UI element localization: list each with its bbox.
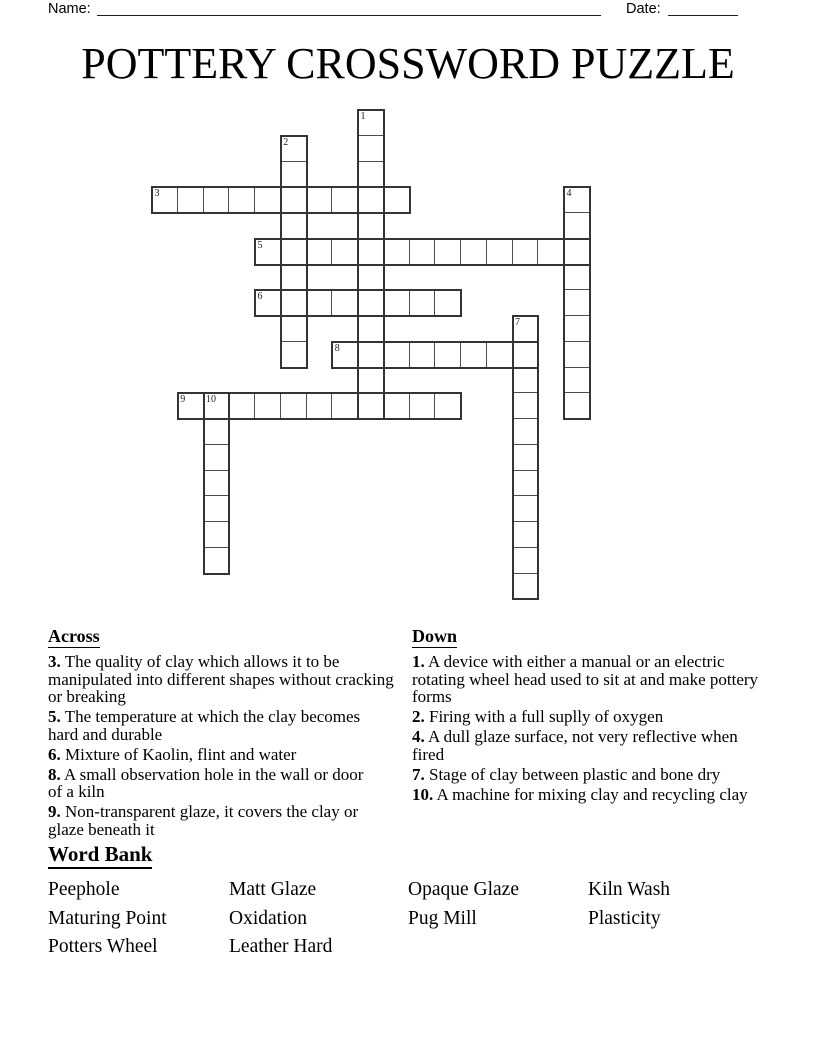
grid-cell[interactable] <box>358 368 384 394</box>
clue-line: forms <box>412 687 452 706</box>
grid-cell[interactable] <box>513 316 539 342</box>
word-bank-columns <box>48 876 758 962</box>
clue-number: 10. <box>412 784 434 804</box>
clue-number: 5. <box>48 707 61 726</box>
clue-number: 2. <box>412 707 425 726</box>
clue-item <box>48 746 420 764</box>
grid-cell[interactable] <box>513 471 539 497</box>
clue-line: 6. Mixture of Kaolin, flint and water <box>48 744 297 764</box>
grid-cell[interactable] <box>204 471 230 497</box>
grid-cell[interactable] <box>358 187 384 213</box>
grid-clue-number: 8 <box>334 342 340 354</box>
grid-cell[interactable] <box>487 342 513 368</box>
grid-cell[interactable] <box>384 393 410 419</box>
grid-cell[interactable] <box>204 187 230 213</box>
clue-item <box>48 653 420 706</box>
grid-cell[interactable] <box>513 368 539 394</box>
clue-item <box>412 708 784 726</box>
clue-number: 6. <box>48 744 61 764</box>
down-heading: Down <box>412 626 458 646</box>
grid-cell[interactable] <box>513 342 539 368</box>
grid-cell[interactable] <box>358 342 384 368</box>
grid-cell[interactable] <box>564 239 590 265</box>
across-heading: Across <box>48 626 100 646</box>
grid-clue-number: 6 <box>257 291 263 303</box>
grid-cell[interactable] <box>410 393 436 419</box>
grid-cell[interactable] <box>513 522 539 548</box>
grid-cell[interactable] <box>487 239 513 265</box>
word-bank-column <box>48 876 229 962</box>
grid-cell[interactable] <box>281 316 307 342</box>
grid-cell[interactable] <box>461 342 487 368</box>
grid-cell[interactable] <box>307 393 333 419</box>
clue-item <box>412 786 784 804</box>
clue-line: of a kiln <box>48 782 105 801</box>
grid-cell[interactable] <box>332 290 358 316</box>
across-clues-section <box>48 626 420 841</box>
grid-cell[interactable] <box>564 213 590 239</box>
clue-number: 1. <box>412 652 425 671</box>
date-blank-line[interactable] <box>668 0 738 16</box>
grid-cell[interactable] <box>564 316 590 342</box>
clue-line: hard and durable <box>48 724 163 744</box>
grid-cell[interactable] <box>204 548 230 574</box>
grid-cell[interactable] <box>384 239 410 265</box>
grid-cell[interactable] <box>384 342 410 368</box>
grid-cell[interactable] <box>178 393 204 419</box>
grid-cell[interactable] <box>358 162 384 188</box>
clue-line: manipulated into different shapes without cracking <box>48 669 394 689</box>
grid-clue-number: 10 <box>206 394 216 406</box>
grid-cell[interactable] <box>358 110 384 136</box>
grid-cell[interactable] <box>255 187 281 213</box>
grid-cell[interactable] <box>513 419 539 445</box>
grid-cell[interactable] <box>384 187 410 213</box>
clue-line: 4. A dull glaze surface, not very reflective when <box>412 727 738 746</box>
grid-cell[interactable] <box>178 187 204 213</box>
name-blank-line[interactable] <box>97 0 601 16</box>
grid-cell[interactable] <box>281 187 307 213</box>
clue-number: 8. <box>48 764 61 784</box>
clue-item <box>412 728 784 763</box>
grid-cell[interactable] <box>564 265 590 291</box>
grid-cell[interactable] <box>204 522 230 548</box>
grid-clue-number: 3 <box>154 188 160 200</box>
grid-clue-number: 2 <box>283 136 289 148</box>
grid-cell[interactable] <box>281 342 307 368</box>
clue-item <box>48 766 420 801</box>
grid-cell[interactable] <box>307 187 333 213</box>
grid-cell[interactable] <box>358 213 384 239</box>
grid-cell[interactable] <box>410 239 436 265</box>
down-clue-list <box>412 653 784 803</box>
grid-cell[interactable] <box>564 342 590 368</box>
clue-line: 7. Stage of clay between plastic and bone dry <box>412 764 721 784</box>
clue-line: 5. The temperature at which the clay becomes <box>48 707 361 726</box>
grid-cell[interactable] <box>513 574 539 600</box>
clue-line: 9. Non-transparent glaze, it covers the clay or <box>48 802 359 821</box>
grid-cell[interactable] <box>281 162 307 188</box>
grid-cell[interactable] <box>332 187 358 213</box>
grid-cell[interactable] <box>564 393 590 419</box>
clue-line: 8. A small observation hole in the wall or door <box>48 764 364 784</box>
clue-line: 2. Firing with a full suplly of oxygen <box>412 707 664 726</box>
grid-cell[interactable] <box>204 496 230 522</box>
word-bank-item: Opaque Glaze <box>408 879 519 900</box>
clue-number: 4. <box>412 727 425 746</box>
grid-cell[interactable] <box>255 239 281 265</box>
grid-cell[interactable] <box>281 393 307 419</box>
word-bank-column <box>588 876 758 962</box>
clue-item <box>412 653 784 706</box>
grid-cell[interactable] <box>435 393 461 419</box>
grid-cell[interactable] <box>152 187 178 213</box>
grid-cell[interactable] <box>513 548 539 574</box>
grid-cell[interactable] <box>564 187 590 213</box>
grid-cell[interactable] <box>358 393 384 419</box>
page-title: POTTERY CROSSWORD PUZZLE <box>81 39 735 88</box>
grid-cell[interactable] <box>229 187 255 213</box>
down-clues-section <box>412 626 784 806</box>
word-bank-item: Plasticity <box>588 907 661 929</box>
word-bank-column <box>229 876 408 962</box>
grid-cell[interactable] <box>332 393 358 419</box>
grid-cell[interactable] <box>332 239 358 265</box>
grid-cell[interactable] <box>564 368 590 394</box>
grid-clue-number: 9 <box>180 394 186 406</box>
grid-cell[interactable] <box>358 136 384 162</box>
grid-cell[interactable] <box>281 290 307 316</box>
clue-item <box>48 708 420 743</box>
grid-cell[interactable] <box>281 239 307 265</box>
grid-cell[interactable] <box>204 445 230 471</box>
grid-cell[interactable] <box>564 290 590 316</box>
grid-cell[interactable] <box>358 316 384 342</box>
clue-number: 3. <box>48 652 61 671</box>
date-label: Date: <box>626 1 661 17</box>
grid-cell[interactable] <box>384 290 410 316</box>
word-bank-item: Potters Wheel <box>48 936 158 958</box>
grid-cell[interactable] <box>281 213 307 239</box>
grid-clue-number: 4 <box>566 188 572 200</box>
grid-cell[interactable] <box>358 290 384 316</box>
word-bank-item: Pug Mill <box>408 907 477 929</box>
grid-cell[interactable] <box>513 393 539 419</box>
word-bank-item: Kiln Wash <box>588 879 671 900</box>
grid-cell[interactable] <box>513 239 539 265</box>
clue-line: fired <box>412 744 445 764</box>
word-bank-column <box>408 876 588 962</box>
word-bank-item: Oxidation <box>229 907 307 929</box>
clue-line: glaze beneath it <box>48 819 155 839</box>
grid-cell[interactable] <box>435 342 461 368</box>
word-bank-item: Matt Glaze <box>229 879 317 900</box>
grid-cell[interactable] <box>255 393 281 419</box>
grid-cell[interactable] <box>538 239 564 265</box>
grid-cell[interactable] <box>410 342 436 368</box>
clue-number: 9. <box>48 802 61 821</box>
clue-line: or breaking <box>48 687 126 706</box>
name-label: Name: <box>48 1 91 17</box>
clue-item <box>412 766 784 784</box>
grid-cell[interactable] <box>332 342 358 368</box>
grid-cell[interactable] <box>435 239 461 265</box>
across-clue-list <box>48 653 420 838</box>
grid-cell[interactable] <box>358 239 384 265</box>
grid-clue-number: 5 <box>257 239 263 251</box>
grid-cell[interactable] <box>358 265 384 291</box>
grid-cell[interactable] <box>229 393 255 419</box>
word-bank-item: Maturing Point <box>48 907 167 929</box>
grid-cell[interactable] <box>204 393 230 419</box>
grid-cell[interactable] <box>435 290 461 316</box>
grid-clue-number: 1 <box>360 111 366 122</box>
grid-cell[interactable] <box>281 136 307 162</box>
clue-number: 7. <box>412 764 425 784</box>
word-bank-heading: Word Bank <box>48 842 152 869</box>
grid-cell[interactable] <box>307 239 333 265</box>
grid-cell[interactable] <box>513 496 539 522</box>
word-bank-section <box>48 842 758 962</box>
word-bank-item: Peephole <box>48 879 120 900</box>
grid-clue-number: 7 <box>515 317 520 328</box>
clue-line: 1. A device with either a manual or an electric <box>412 652 725 671</box>
grid-cell[interactable] <box>281 265 307 291</box>
grid-cell[interactable] <box>513 445 539 471</box>
clue-line: 10. A machine for mixing clay and recycling clay <box>412 784 748 804</box>
clue-item <box>48 803 420 838</box>
grid-cell[interactable] <box>410 290 436 316</box>
grid-cell[interactable] <box>204 419 230 445</box>
clue-line: 3. The quality of clay which allows it to be <box>48 652 340 671</box>
clue-line: rotating wheel head used to sit at and make pottery <box>412 669 759 689</box>
grid-cell[interactable] <box>307 290 333 316</box>
grid-cell[interactable] <box>255 290 281 316</box>
word-bank-item: Leather Hard <box>229 936 333 958</box>
grid-cell[interactable] <box>461 239 487 265</box>
